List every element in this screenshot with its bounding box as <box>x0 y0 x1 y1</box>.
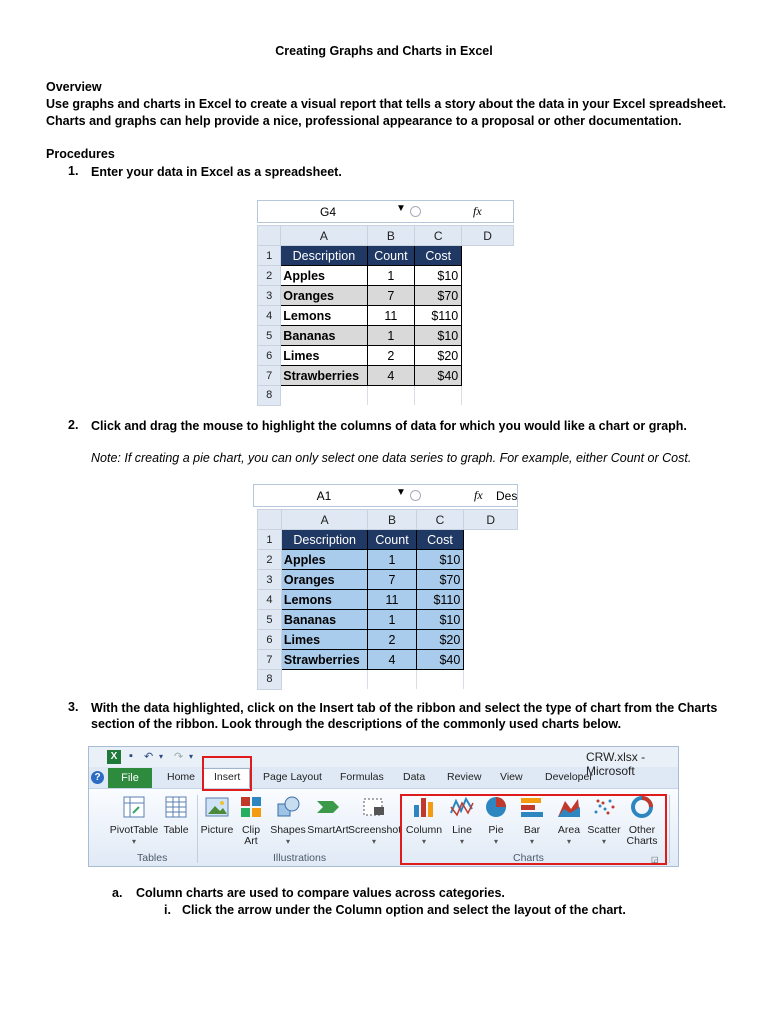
empty-cell[interactable] <box>281 386 367 406</box>
overview-line-1: Use graphs and charts in Excel to create a visual report that tells a story about the data in your Excel spreadsheet. <box>46 97 727 111</box>
column-chart-dropdown-icon: ▾ <box>421 837 426 846</box>
step-2-number: 2. <box>68 418 79 432</box>
screenshot-icon <box>361 795 387 819</box>
smartart-button[interactable] <box>306 795 350 836</box>
cell-count[interactable]: 1 <box>368 610 416 630</box>
column-header-b[interactable]: B <box>368 510 416 530</box>
clipart-label: Clip <box>241 824 261 836</box>
shapes-icon <box>275 795 301 819</box>
tab-home[interactable]: Home <box>167 771 196 783</box>
select-all-corner[interactable] <box>258 226 281 246</box>
empty-cell[interactable] <box>462 286 514 306</box>
header-cell-count[interactable]: Count <box>367 246 415 266</box>
table-row <box>258 306 514 326</box>
empty-cell[interactable] <box>464 670 518 690</box>
table-row <box>258 366 514 386</box>
tab-formulas[interactable]: Formulas <box>340 771 384 783</box>
other-charts-label-2: Charts <box>626 835 658 847</box>
smartart-label: SmartArt <box>307 824 349 836</box>
customize-toolbar-icon[interactable]: ▾ <box>189 752 194 761</box>
table-row <box>258 610 518 630</box>
empty-cell[interactable] <box>462 366 514 386</box>
column-header-d[interactable]: D <box>462 226 514 246</box>
cell-count[interactable]: 2 <box>367 346 415 366</box>
other-charts-label: Other <box>628 824 656 836</box>
insert-function-circle-icon <box>410 490 421 501</box>
document-title: Creating Graphs and Charts in Excel <box>275 44 493 58</box>
pivottable-button[interactable] <box>109 795 159 847</box>
picture-icon <box>204 795 230 819</box>
row-header[interactable]: 4 <box>258 590 282 610</box>
cell-description[interactable]: Limes <box>281 630 368 650</box>
row-header[interactable]: 7 <box>258 650 282 670</box>
sheet-grid <box>257 509 518 690</box>
cell-cost[interactable]: $110 <box>415 306 462 326</box>
spreadsheet-1 <box>257 200 514 400</box>
name-box-dropdown-icon[interactable]: ▼ <box>396 487 406 498</box>
empty-cell[interactable] <box>415 386 462 406</box>
row-header[interactable]: 6 <box>258 346 281 366</box>
cell-cost[interactable]: $40 <box>415 366 462 386</box>
fx-icon[interactable]: fx <box>474 488 483 502</box>
group-label-illustrations: Illustrations <box>273 852 327 864</box>
step-3-line-1: With the data highlighted, click on the Insert tab of the ribbon and select the type of chart from the Charts <box>91 701 718 715</box>
cell-count[interactable]: 2 <box>368 630 416 650</box>
cell-description[interactable]: Bananas <box>281 326 367 346</box>
header-cell-count[interactable]: Count <box>368 530 416 550</box>
undo-icon[interactable]: ↶ <box>144 751 154 763</box>
cell-description[interactable]: Oranges <box>281 570 368 590</box>
empty-cell[interactable] <box>368 670 416 690</box>
formula-bar <box>257 200 514 223</box>
group-label-charts: Charts <box>513 852 544 864</box>
table-label: Table <box>163 824 189 836</box>
pivottable-dropdown-icon: ▾ <box>131 837 136 846</box>
table-row <box>258 326 514 346</box>
redo-icon[interactable]: ↷ <box>174 751 184 763</box>
picture-button[interactable] <box>199 795 235 836</box>
note-text: Note: If creating a pie chart, you can only select one data series to graph. For example, either Count or Cost. <box>91 451 692 465</box>
insert-function-circle-icon <box>410 206 421 217</box>
cell-description[interactable]: Apples <box>281 266 367 286</box>
tab-data[interactable]: Data <box>403 771 426 783</box>
table-row <box>258 550 518 570</box>
sub-i-label: i. <box>164 903 171 917</box>
insert-tab-highlight <box>202 756 252 791</box>
sub-i-text: Click the arrow under the Column option and select the layout of the chart. <box>182 903 626 917</box>
cell-description[interactable]: Limes <box>281 346 367 366</box>
sheet-grid <box>257 225 514 406</box>
cell-count[interactable]: 1 <box>367 266 415 286</box>
name-box-dropdown-icon[interactable]: ▼ <box>396 203 406 214</box>
column-header-c[interactable]: C <box>416 510 464 530</box>
cell-count[interactable]: 7 <box>367 286 415 306</box>
excel-ribbon <box>88 746 679 867</box>
row-header[interactable]: 5 <box>258 326 281 346</box>
select-all-corner[interactable] <box>258 510 282 530</box>
pivottable-icon <box>121 795 147 819</box>
clipart-icon <box>238 795 264 819</box>
sub-a-text: Column charts are used to compare values across categories. <box>136 886 505 900</box>
row-header[interactable]: 6 <box>258 630 282 650</box>
tab-review[interactable]: Review <box>447 771 482 783</box>
cell-description[interactable]: Lemons <box>281 306 367 326</box>
column-header-c[interactable]: C <box>415 226 462 246</box>
cell-cost[interactable]: $20 <box>415 346 462 366</box>
tab-insert[interactable]: Insert <box>214 771 241 783</box>
cell-count[interactable]: 7 <box>368 570 416 590</box>
group-separator <box>669 795 670 863</box>
header-cell-description[interactable]: Description <box>281 246 367 266</box>
screenshot-label: Screenshot <box>348 824 402 836</box>
empty-cell[interactable] <box>464 650 518 670</box>
step-2-text: Click and drag the mouse to highlight the columns of data for which you would like a chart or graph. <box>91 419 687 433</box>
area-chart-dropdown-icon: ▾ <box>566 837 571 846</box>
column-chart-label: Column <box>405 824 443 836</box>
step-1-text: Enter your data in Excel as a spreadsheet. <box>91 165 342 179</box>
tab-view[interactable]: View <box>500 771 523 783</box>
fx-icon[interactable]: fx <box>473 204 482 218</box>
save-icon[interactable]: ▪ <box>129 750 133 762</box>
cell-cost[interactable]: $10 <box>415 326 462 346</box>
charts-dialog-launcher-icon[interactable]: ◲ <box>651 855 659 864</box>
step-3-number: 3. <box>68 700 79 714</box>
table-row <box>258 630 518 650</box>
clipart-button[interactable] <box>236 795 266 847</box>
empty-cell[interactable] <box>464 630 518 650</box>
procedures-heading: Procedures <box>46 147 115 161</box>
cell-cost[interactable]: $10 <box>416 550 464 570</box>
cell-description[interactable]: Oranges <box>281 286 367 306</box>
overview-line-2: Charts and graphs can help provide a nice, professional appearance to a proposal or other documentation. <box>46 114 682 128</box>
spreadsheet-2 <box>253 484 518 684</box>
sub-a-label: a. <box>112 886 123 900</box>
empty-cell[interactable] <box>462 246 514 266</box>
empty-cell[interactable] <box>367 386 415 406</box>
row-header[interactable]: 8 <box>258 670 282 690</box>
table-row <box>258 346 514 366</box>
screenshot-dropdown-icon: ▾ <box>371 837 376 846</box>
empty-cell[interactable] <box>464 530 518 550</box>
help-icon[interactable]: ? <box>91 771 104 784</box>
overview-heading: Overview <box>46 80 102 94</box>
empty-cell[interactable] <box>462 386 514 406</box>
shapes-label: Shapes <box>270 824 306 836</box>
cell-cost[interactable]: $40 <box>416 650 464 670</box>
scatter-chart-label: Scatter <box>587 824 621 836</box>
pivottable-label: PivotTable <box>109 824 159 836</box>
row-header[interactable]: 4 <box>258 306 281 326</box>
cell-description[interactable]: Bananas <box>281 610 368 630</box>
empty-cell[interactable] <box>281 670 368 690</box>
cell-description[interactable]: Apples <box>281 550 368 570</box>
cell-cost[interactable]: $10 <box>415 266 462 286</box>
pie-chart-dropdown-icon: ▾ <box>493 837 498 846</box>
group-separator <box>197 795 198 863</box>
group-label-tables: Tables <box>137 852 168 864</box>
table-button[interactable] <box>159 795 193 836</box>
header-cell-cost[interactable]: Cost <box>415 246 462 266</box>
row-header[interactable]: 5 <box>258 610 282 630</box>
table-row <box>258 590 518 610</box>
tab-page-layout[interactable]: Page Layout <box>263 771 322 783</box>
cell-count[interactable]: 11 <box>368 590 416 610</box>
scatter-chart-dropdown-icon: ▾ <box>601 837 606 846</box>
row-header[interactable]: 3 <box>258 286 281 306</box>
formula-value[interactable]: Des <box>496 489 518 503</box>
cell-description[interactable]: Strawberries <box>281 366 367 386</box>
table-icon <box>163 795 189 819</box>
row-header[interactable]: 1 <box>258 246 281 266</box>
row-header[interactable]: 3 <box>258 570 282 590</box>
empty-cell[interactable] <box>462 346 514 366</box>
column-header-a[interactable]: A <box>281 510 368 530</box>
picture-label: Picture <box>200 824 234 836</box>
cell-description[interactable]: Strawberries <box>281 650 368 670</box>
shapes-button[interactable] <box>269 795 307 847</box>
row-header[interactable]: 1 <box>258 530 282 550</box>
empty-cell[interactable] <box>462 306 514 326</box>
empty-cell[interactable] <box>416 670 464 690</box>
empty-cell[interactable] <box>464 610 518 630</box>
ribbon-tabs <box>89 767 679 788</box>
bar-chart-label: Bar <box>523 824 541 836</box>
cell-description[interactable]: Lemons <box>281 590 368 610</box>
cell-cost[interactable]: $70 <box>415 286 462 306</box>
cell-count[interactable]: 4 <box>367 366 415 386</box>
smartart-icon <box>315 795 341 819</box>
empty-cell[interactable] <box>464 550 518 570</box>
row-header[interactable]: 2 <box>258 550 282 570</box>
tab-developer[interactable]: Developer <box>545 771 593 783</box>
header-cell-description[interactable]: Description <box>281 530 368 550</box>
cell-count[interactable]: 4 <box>368 650 416 670</box>
formula-bar <box>253 484 518 507</box>
empty-cell[interactable] <box>462 326 514 346</box>
step-3-line-2: section of the ribbon. Look through the descriptions of the commonly used charts below. <box>91 717 622 731</box>
cell-count[interactable]: 11 <box>367 306 415 326</box>
table-row <box>258 286 514 306</box>
table-row <box>258 650 518 670</box>
cell-count[interactable]: 1 <box>368 550 416 570</box>
row-header[interactable]: 7 <box>258 366 281 386</box>
line-chart-label: Line <box>452 824 472 836</box>
screenshot-button[interactable] <box>348 795 400 847</box>
clipart-label-2: Art <box>244 835 258 847</box>
undo-dropdown-icon[interactable]: ▾ <box>159 752 164 761</box>
table-row <box>258 266 514 286</box>
column-header-d[interactable]: D <box>464 510 518 530</box>
empty-cell[interactable] <box>464 570 518 590</box>
charts-group-highlight <box>400 794 667 865</box>
bar-chart-dropdown-icon: ▾ <box>529 837 534 846</box>
window-title: CRW.xlsx - Microsoft <box>586 750 646 778</box>
area-chart-label: Area <box>557 824 581 836</box>
step-1-number: 1. <box>68 164 79 178</box>
table-row <box>258 570 518 590</box>
line-chart-dropdown-icon: ▾ <box>459 837 464 846</box>
name-box[interactable]: A1 <box>316 489 332 503</box>
name-box[interactable]: G4 <box>319 205 336 219</box>
empty-cell[interactable] <box>464 590 518 610</box>
header-cell-cost[interactable]: Cost <box>416 530 464 550</box>
cell-count[interactable]: 1 <box>367 326 415 346</box>
empty-cell[interactable] <box>462 266 514 286</box>
cell-cost[interactable]: $110 <box>416 590 464 610</box>
cell-cost[interactable]: $10 <box>416 610 464 630</box>
column-header-b[interactable]: B <box>367 226 415 246</box>
row-header[interactable]: 2 <box>258 266 281 286</box>
row-header[interactable]: 8 <box>258 386 281 406</box>
shapes-dropdown-icon: ▾ <box>285 837 290 846</box>
excel-app-icon: X <box>107 750 121 764</box>
column-header-a[interactable]: A <box>281 226 367 246</box>
cell-cost[interactable]: $70 <box>416 570 464 590</box>
pie-chart-label: Pie <box>488 824 504 836</box>
tab-file[interactable]: File <box>108 768 152 788</box>
cell-cost[interactable]: $20 <box>416 630 464 650</box>
